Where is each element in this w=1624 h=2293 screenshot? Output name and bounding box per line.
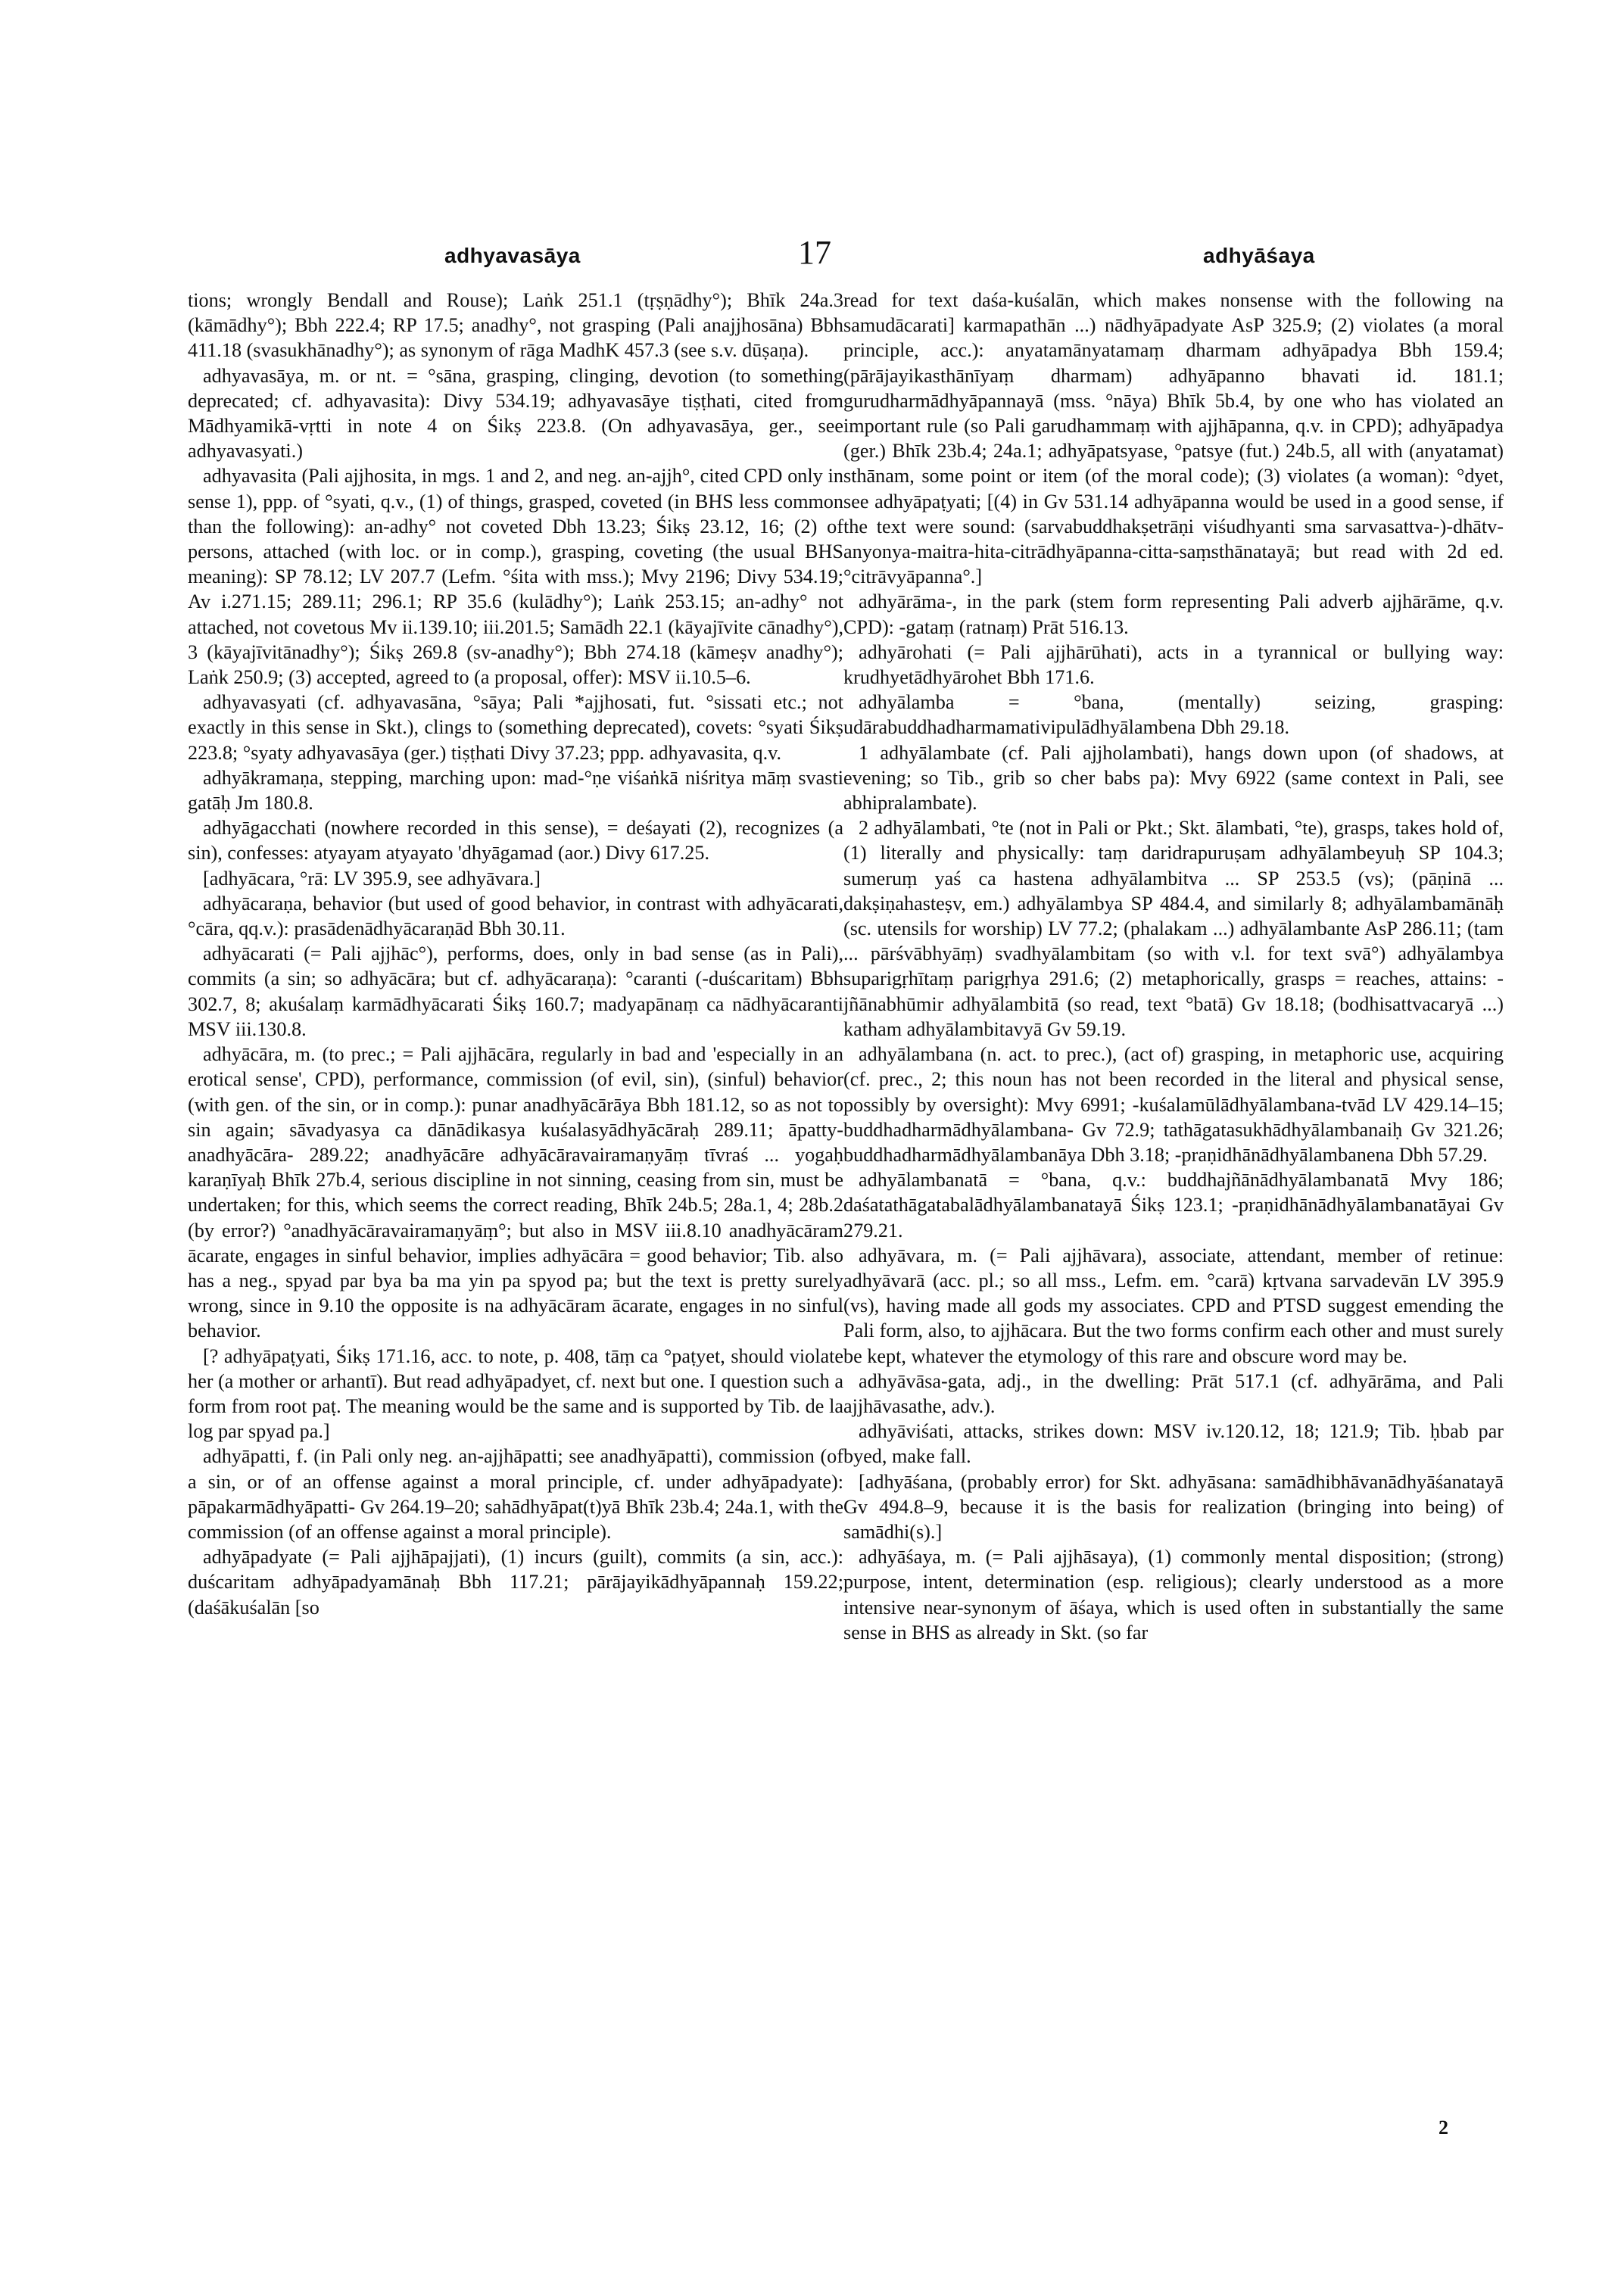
entry-text: adhyārāma-, in the park (stem form representing Pali adverb ajjhārāme, q.v. CPD): -gataṃ (ratnaṃ) Prāt 516.13. [843, 590, 1504, 638]
entry-text: read for text daśa-kuśalān, which makes nonsense with the following na samudācarati] karmapathān ...) nādhyāpadyate AsP 325.9; (2) violates (a moral principle, acc.): anyatamānyatamaṃ dharmam adhyāpadya Bbh 159.4; (pārājayikasthānīyaṃ dharmam) adhyāpanno bhavati id. 181.1; gurudharmādhyāpannayā (mss. °nāya) Bhīk 5b.4, by one who has violated an important rule (so Pali garudhammaṃ with ajjhāpanna, q.v. in CPD); adhyāpadya (ger.) Bhīk 23b.4; 24a.1; adhyāpatsyase, °patsye (fut.) 24b.5, all with (anyatamat) sthānam, some point or item (of the moral code); (3) violates (a woman): °dyet, see adhyāpaṭyati; [(4) in Gv 531.14 adhyāpanna would be used in a good sense, if the text were sound: (sarvabuddhakṣetrāṇi viśudhyanti sma sarvasattva-)-dhātv-anyonya-maitra-hita-citrādhyāpanna-citta-saṃsthānatayā; but read with 2d ed. °citrāvyāpanna°.] [843, 289, 1504, 588]
entry-text: adhyāpadyate (= Pali ajjhāpajjati), (1) incurs (guilt), commits (a sin, acc.): duścaritam adhyāpadyamānaḥ Bbh 117.21; pārājayikādhyāpannaḥ 159.22; (daśākuśalān [so [188, 1546, 843, 1618]
entry-text: adhyavasita (Pali ajjhosita, in mgs. 1 and 2, and neg. an-ajjh°, cited CPD only in sense 1), ppp. of °syati, q.v., (1) of things, grasped, coveted (in BHS less common than the following): an-adhy° not coveted Dbh 13.23; Śikṣ 23.12, 16; (2) of persons, attached (with loc. or in comp.), grasping, coveting (the usual BHS meaning): SP 78.12; LV 207.7 (Lefm. °śita with mss.); Mvy 2196; Divy 534.19; Av i.271.15; 289.11; 296.1; RP 35.6 (kulādhy°); Laṅk 253.15; an-adhy° not attached, not covetous Mv ii.139.10; iii.201.5; Samādh 22.1 (kāyajīvite cānadhy°), 3 (kāyajīvitānadhy°); Śikṣ 269.8 (sv-anadhy°); Bbh 274.18 (kāmeṣv anadhy°); Laṅk 250.9; (3) accepted, agreed to (a proposal, offer): MSV ii.10.5–6. [188, 465, 843, 689]
entry-text: adhyāgacchati (nowhere recorded in this sense), = deśayati (2), recognizes (a sin), confesses: atyayam atyayato 'dhyāgamad (aor.) Divy 617.25. [188, 817, 843, 865]
running-head-left: adhyavasāya [444, 244, 581, 267]
entry-text: adhyācāra, m. (to prec.; = Pali ajjhācāra, regularly in bad and 'especially in an erotical sense', CPD), performance, commission (of evil, sin), (sinful) behavior (with gen. of the sin, or in comp.): punar anadhyācārāya Bbh 181.12, so as not to sin again; sāvadyasya ca dānādikasya kuśalasyādhyācāraḥ 289.11; āpatty-anadhyācāra- 289.22; anadhyācāre adhyācāravairamaṇyāṃ tīvraś ... yogaḥ karaṇīyaḥ Bhīk 27b.4, serious discipline in not sinning, ceasing from sin, must be undertaken; for this, which seems the correct reading, Bhīk 24b.5; 28a.1, 4; 28b.2 (by error?) °anadhyācāravairamaṇyāṃ°; but also in MSV iii.8.10 anadhyācāram ācarate, engages in sinful behavior, implies adhyācāra = good behavior; Tib. also has a neg., spyad par bya ba ma yin pa spyod pa; but the text is pretty surely wrong, since in 9.10 the opposite is na adhyācāram ācarate, engages in no sinful behavior. [188, 1043, 843, 1342]
entry-text: adhyācarati (= Pali ajjhāc°), performs, does, only in bad sense (as in Pali), commits (a sin; so adhyācāra; but cf. adhyācaraṇa): °caranti (-duścaritam) Bbh 302.7, 8; akuśalaṃ karmādhyācarati Śikṣ 160.7; madyapānaṃ ca nādhyācaranti MSV iii.130.8. [188, 942, 843, 1040]
entry-text: adhyāviśati, attacks, strikes down: MSV iv.120.12, 18; 121.9; Tib. ḥbab par byed, make fall. [843, 1420, 1504, 1468]
entry-text: adhyālambanatā = °bana, q.v.: buddhajñānādhyālambanatā Mvy 186; daśatathāgatabalādhyālambanatayā Śikṣ 123.1; -praṇidhānādhyālambanatāyai Gv 279.21. [843, 1169, 1504, 1242]
entry-text: 1 adhyālambate (cf. Pali ajjholambati), hangs down upon (of shadows, at evening; so Tib., grib so cher babs pa): Mvy 6922 (same context in Pali, see abhipralambate). [843, 741, 1504, 815]
entry-text: adhyāpatti, f. (in Pali only neg. an-ajjhāpatti; see anadhyāpatti), commission (of a sin, or of an offense against a moral principle, cf. under adhyāpadyate): pāpakarmādhyāpatti- Gv 264.19–20; sahādhyāpat(t)yā Bhīk 23b.4; 24a.1, with the commission (of an offense against a moral principle). [188, 1445, 843, 1543]
entry-text: adhyāvāsa-gata, adj., in the dwelling: Prāt 517.1 (cf. adhyārāma, and Pali ajjhāvasathe, adv.). [843, 1369, 1504, 1417]
entry-text: [adhyācara, °rā: LV 395.9, see adhyāvara.] [203, 867, 541, 889]
entry-text: adhyavasyati (cf. adhyavasāna, °sāya; Pali *ajjhosati, fut. °sissati etc.; not exactly in this sense in Skt.), clings to (something deprecated), covets: °syati Śikṣ 223.8; °syaty adhyavasāya (ger.) tiṣṭhati Divy 37.23; ppp. adhyavasita, q.v. [188, 691, 843, 764]
left-column [188, 288, 843, 1620]
entry-text: adhyāśaya, m. (= Pali ajjhāsaya), (1) commonly mental disposition; (strong) purpose, intent, determination (esp. religious); clearly understood as a more intensive near-synonym of āśaya, which is used often in substantially the same sense in BHS as already in Skt. (so far [843, 1546, 1504, 1643]
entry-text: [adhyāśana, (probably error) for Skt. adhyāsana: samādhibhāvanādhyāśanatayā Gv 494.8–9, because it is the basis for realization (bringing into being) of samādhi(s).] [843, 1470, 1504, 1543]
entry-text: tions; wrongly Bendall and Rouse); Laṅk 251.1 (tṛṣṇādhy°); Bhīk 24a.3 (kāmādhy°); Bbh 222.4; RP 17.5; anadhy°, not grasping (Pali anajjhosāna) Bbh 411.18 (svasukhānadhy°); as synonym of rāga MadhK 457.3 (see s.v. dūṣaṇa). [188, 289, 843, 362]
entry-text: 2 adhyālambati, °te (not in Pali or Pkt.; Skt. ālambati, °te), grasps, takes hold of, (1) literally and physically: taṃ daridrapuruṣam adhyālambeyuḥ SP 104.3; sumeruṃ yaś ca hastena adhyālambitva ... SP 253.5 (vs); (pāṇinā ... dakṣiṇahasteṣv, em.) adhyālambya SP 484.4, and similarly 8; adhyālambamānāḥ (sc. utensils for worship) LV 77.2; (phalakam ...) adhyālambante AsP 286.11; (tam ... pārśvābhyāṃ) svadhyālambitam (so with v.l. for text svā°) adhyālambya suparigṛhītaṃ parigṛhya 291.6; (2) metaphorically, grasps = reaches, attains: -jñānabhūmir adhyālambitā (so read, text °batā) Gv 18.18; (bodhisattvacaryā ...) katham adhyālambitavyā Gv 59.19. [843, 817, 1504, 1040]
signature-mark: 2 [1439, 2117, 1448, 2139]
running-head-right: adhyāśaya [1203, 244, 1315, 267]
entry-text: [? adhyāpaṭyati, Śikṣ 171.16, acc. to note, p. 408, tāṃ ca °paṭyet, should violate her (a mother or arhantī). But read adhyāpadyet, cf. next but one. I question such a form from root paṭ. The meaning would be the same and is supported by Tib. de la log par spyad pa.] [188, 1344, 843, 1443]
right-column [843, 288, 1504, 1645]
page-number: 17 [798, 234, 831, 271]
entry-text: adhyālambana (n. act. to prec.), (act of) grasping, in metaphoric use, acquiring (cf. prec., 2; this noun has not been recorded in the literal and physical sense, possibly by oversight): Mvy 6991; -kuśalamūlādhyālambana-tvād LV 429.14–15; buddhadharmādhyālambana- Gv 72.9; tathāgatasukhādhyālambanaiḥ Gv 321.26; buddhadharmādhyālambanāya Dbh 3.18; -praṇidhānādhyālambanena Dbh 57.29. [843, 1043, 1504, 1166]
entry-text: adhyavasāya, m. or nt. = °sāna, grasping, clinging, devotion (to something deprecated; cf. adhyavasita): Divy 534.19; adhyavasāye tiṣṭhati, cited from Mādhyamikā-vṛtti in note 4 on Śikṣ 223.8. (On adhyavasāya, ger., see adhyavasyati.) [188, 364, 843, 463]
entry-text: adhyācaraṇa, behavior (but used of good behavior, in contrast with adhyācarati, °cāra, qq.v.): prasādenādhyācaraṇād Bbh 30.11. [188, 892, 843, 940]
entry-text: adhyārohati (= Pali ajjhārūhati), acts in a tyrannical or bullying way: krudhyetādhyārohet Bbh 171.6. [843, 640, 1504, 689]
entry-text: adhyālamba = °bana, (mentally) seizing, grasping: udārabuddhadharmamativipulādhyālambena Dbh 29.18. [843, 691, 1504, 739]
entry-text: adhyāvara, m. (= Pali ajjhāvara), associate, attendant, member of retinue: adhyāvarā (acc. pl.; so all mss., Lefm. em. °carā) kṛtvana sarvadevān LV 395.9 (vs), having made all gods my associates. CPD and PTSD suggest emending the Pali form, also, to ajjhācara. But the two forms confirm each other and must surely be kept, whatever the etymology of this rare and obscure word may be. [843, 1244, 1504, 1367]
entry-text: adhyākramaṇa, stepping, marching upon: mad-°ṇe viśaṅkā niśritya māṃ svasti gatāḥ Jm 180.8. [188, 766, 843, 815]
